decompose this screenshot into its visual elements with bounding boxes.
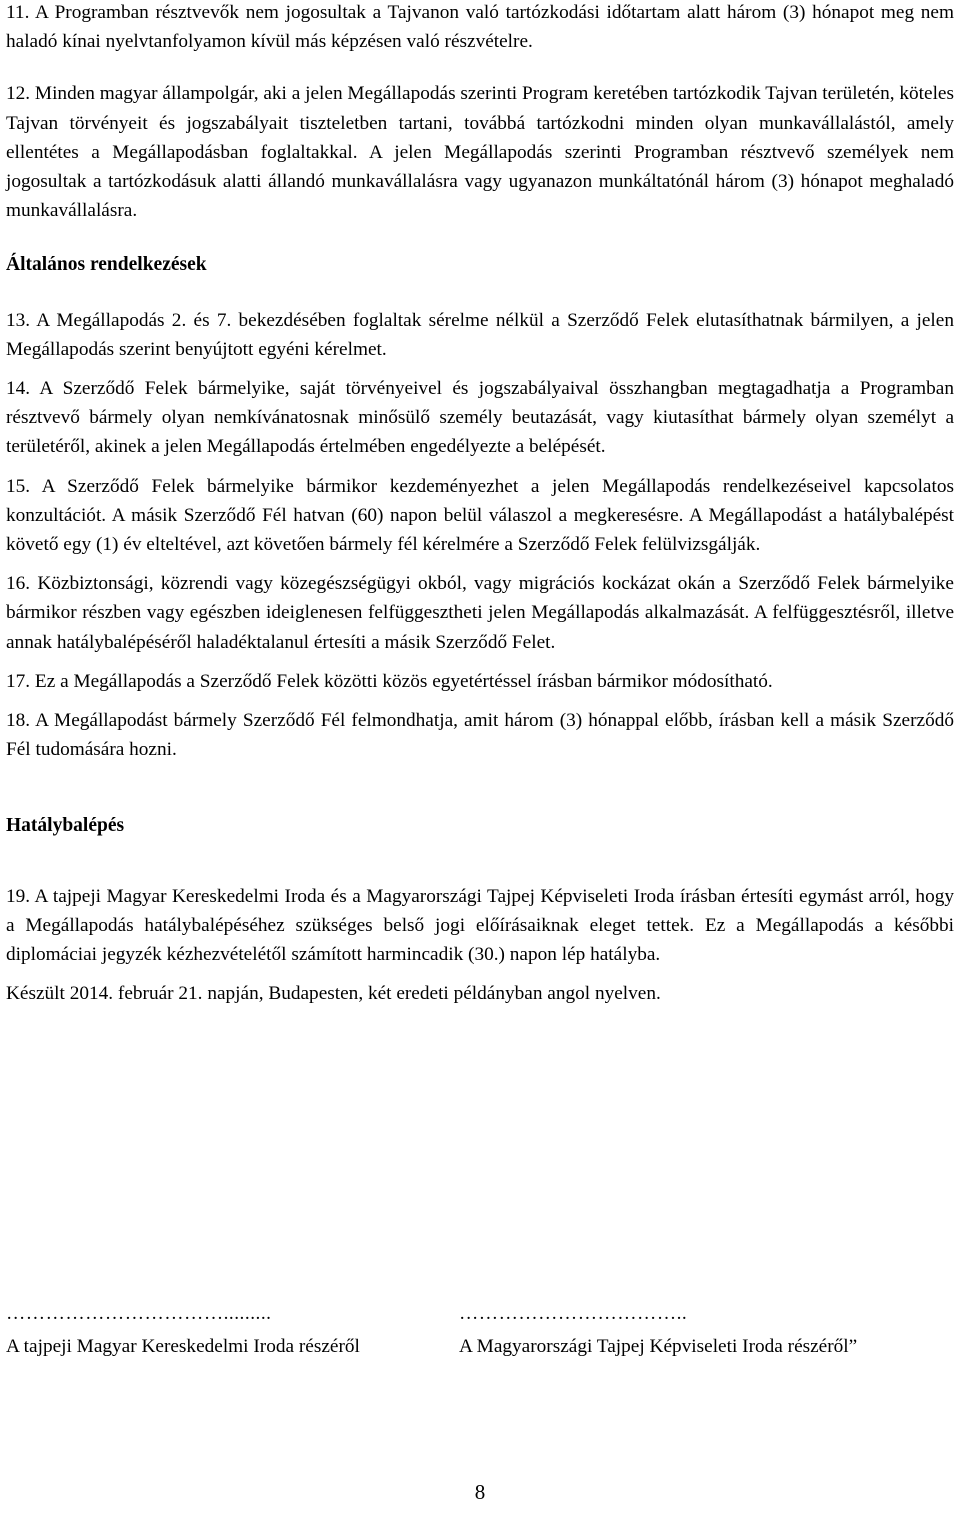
paragraph-16: 16. Közbiztonsági, közrendi vagy közegészségügyi okból, vagy migrációs kockázat okán a Szerződő Felek bármelyike bármikor részben vagy egészben ideiglenesen felfüggesztheti jelen Megállapodás alkalmazását. A felfüggesztésről, illetve annak hatálybalépéséről haladéktalanul értesíti a másik Szerződő Felet. <box>6 573 954 653</box>
paragraph-12: 12. Minden magyar állampolgár, aki a jelen Megállapodás szerinti Program keretében tartózkodik Tajvan területén, köteles Tajvan törvényeit és jogszabályait tiszteletben tartani, továbbá tartózkodni minden olyan munkavállalástól, amely ellentétes a Megállapodásban foglaltakkal. A jelen Megállapodás szerinti Programban résztvevő személyek nem jogosultak a tartózkodásuk alatti állandó munkavállalásra vagy ugyanazon munkáltatónál három (3) hónapot meghaladó munkavállalásra. <box>6 83 954 222</box>
signature-block-left <box>6 1297 360 1363</box>
paragraph-18: 18. A Megállapodást bármely Szerződő Fél felmondhatja, amit három (3) hónappal előbb, írásban kell a másik Szerződő Fél tudomására hozni. <box>6 710 954 761</box>
paragraph-14: 14. A Szerződő Felek bármelyike, saját törvényeivel és jogszabályaival összhangban megtagadhatja a Programban résztvevő bármely olyan nemkívánatosnak minősülő személy beutazását, vagy kiutasíthat bármely olyan személyt a területéről, akinek a jelen Megállapodás értelmében engedélyezte a belépését. <box>6 378 954 458</box>
made-statement: Készült 2014. február 21. napján, Budapesten, két eredeti példányban angol nyelven. <box>6 983 661 1005</box>
paragraph-19: 19. A tajpeji Magyar Kereskedelmi Iroda és a Magyarországi Tajpej Képviseleti Iroda írásban értesíti egymást arról, hogy a Megállapodás hatálybalépéséhez szükséges belső jogi előírásaiknak eleget tettek. Ez a Megállapodás a későbbi diplomáciai jegyzék kézhezvételétől számított harmincadik (30.) napon lép hatályba. <box>6 885 954 966</box>
document-page <box>6 0 954 1008</box>
paragraph-13: 13. A Megállapodás 2. és 7. bekezdésében foglaltak sérelme nélkül a Szerződő Felek elutasíthatnak bármilyen, a jelen Megállapodás szerint benyújtott egyéni kérelmet. <box>6 309 954 360</box>
signature-line-right: …………………………….. <box>459 1303 688 1324</box>
signature-label-left: A tajpeji Magyar Kereskedelmi Iroda részéről <box>6 1336 360 1357</box>
signature-line-left: ……………………………......... <box>6 1303 272 1324</box>
page-number: 8 <box>474 1480 486 1504</box>
paragraph-11: 11. A Programban résztvevők nem jogosultak a Tajvanon való tartózkodási időtartam alatt három (3) hónapot meg nem haladó kínai nyelvtanfolyamon kívül más képzésen való részvételre. <box>6 2 954 53</box>
signature-block-right <box>459 1297 857 1363</box>
section-heading-general: Általános rendelkezések <box>6 254 207 276</box>
signature-label-right: A Magyarországi Tajpej Képviseleti Iroda részéről” <box>459 1336 858 1357</box>
section-heading-entry-into-force: Hatálybalépés <box>6 815 125 837</box>
paragraph-15: 15. A Szerződő Felek bármelyike bármikor kezdeményezhet a jelen Megállapodás rendelkezéseivel kapcsolatos konzultációt. A másik Szerződő Fél hatvan (60) napon belül válaszol a megkeresésre. A Megállapodást a hatálybalépést követő egy (1) év elteltével, azt követően bármely fél kérelmére a Szerződő Felek felülvizsgálják. <box>6 475 954 556</box>
paragraph-17: 17. Ez a Megállapodás a Szerződő Felek közötti közös egyetértéssel írásban bármikor módosítható. <box>6 670 773 692</box>
